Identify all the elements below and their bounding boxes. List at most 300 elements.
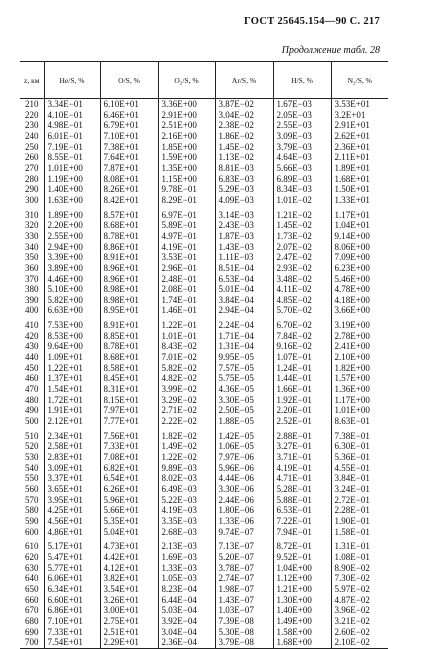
cell-altitude: 240 [25,130,39,141]
cell-he: 2.34E+01 [44,427,100,442]
cell-he: 5.77E+01 [44,563,100,574]
table-row [20,627,388,638]
cell-o2: 2.22E−02 [158,416,215,427]
cell-h: 7.94E−01 [273,527,331,538]
cell-o: 5.35E+01 [100,516,158,527]
cell-h: 5.70E−02 [273,305,331,316]
cell-o: 6.10E+01 [100,99,158,110]
cell-n2: 1.68E+01 [331,174,388,185]
cell-altitude: 280 [25,173,39,184]
cell-altitude: 270 [25,162,39,173]
cell-h: 2.88E−01 [273,427,331,442]
cell-o2: 8.29E−01 [158,195,215,206]
table-row [20,384,388,395]
cell-altitude: 320 [25,220,39,231]
cell-o: 8.15E+01 [100,395,158,406]
cell-n2: 4.78E+00 [331,284,388,295]
cell-o: 2.75E+01 [100,616,158,627]
cell-altitude: 500 [25,416,39,427]
cell-n2: 4.55E−01 [331,463,388,474]
cell-altitude: 590 [25,515,39,526]
table-row [20,220,388,231]
table-row [20,142,388,153]
cell-o2: 2.71E−02 [158,405,215,416]
cell-o: 8.98E+01 [100,284,158,295]
cell-altitude: 230 [25,120,39,131]
cell-altitude: 350 [25,252,39,263]
cell-h: 4.85E−02 [273,295,331,306]
cell-he: 5.82E+00 [44,295,100,306]
cell-ar: 1.06E−05 [215,441,273,452]
cell-altitude: 620 [25,551,39,562]
cell-o: 8.68E+01 [100,220,158,231]
cell-o: 5.04E+01 [100,527,158,538]
cell-h: 8.34E−03 [273,184,331,195]
cell-ar: 1.11E−03 [215,252,273,263]
cell-n2: 4.87E−02 [331,595,388,606]
table-row [20,495,388,506]
cell-o: 5.96E+01 [100,495,158,506]
cell-o: 8.26E+01 [100,184,158,195]
cell-ar: 4.36E−05 [215,384,273,395]
cell-o: 8.08E+01 [100,174,158,185]
cell-o2: 1.15E+00 [158,174,215,185]
cell-o2: 2.08E−01 [158,284,215,295]
cell-n2: 6.23E+00 [331,263,388,274]
cell-o: 6.79E+01 [100,120,158,131]
cell-o2: 9.89E−03 [158,463,215,474]
cell-o: 7.10E+01 [100,131,158,142]
cell-h: 7.22E−01 [273,516,331,527]
cell-ar: 9.95E−05 [215,352,273,363]
cell-ar: 6.53E−04 [215,274,273,285]
cell-ar: 6.83E−03 [215,174,273,185]
cell-h: 6.53E−01 [273,505,331,516]
cell-h: 3.71E−01 [273,452,331,463]
cell-o2: 4.97E−01 [158,231,215,242]
cell-he: 4.25E+01 [44,505,100,516]
column-header-o: O/S, % [100,62,158,99]
cell-altitude: 630 [25,562,39,573]
table-row [20,284,388,295]
cell-he: 2.94E+00 [44,242,100,253]
cell-ar: 1.80E−06 [215,505,273,516]
cell-ar: 7.57E−05 [215,363,273,374]
cell-o: 8.91E+01 [100,316,158,331]
cell-altitude: 610 [25,541,39,552]
cell-n2: 3.2E+01 [331,110,388,121]
cell-ar: 7.13E−07 [215,537,273,552]
cell-h: 4.11E−02 [273,284,331,295]
cell-he: 1.40E+00 [44,184,100,195]
cell-ar: 4.09E−03 [215,195,273,206]
cell-o2: 1.74E−01 [158,295,215,306]
table-row [20,131,388,142]
cell-altitude: 530 [25,452,39,462]
cell-ar: 8.51E−04 [215,263,273,274]
cell-he: 1.22E+01 [44,363,100,374]
cell-o: 3.54E+01 [100,584,158,595]
cell-he: 7.54E+01 [44,637,100,648]
cell-h: 1.66E−01 [273,384,331,395]
cell-o: 7.97E+01 [100,405,158,416]
cell-n2: 8.90E−02 [331,563,388,574]
table-row [20,484,388,495]
cell-ar: 1.31E−04 [215,341,273,352]
cell-he: 3.37E+01 [44,473,100,484]
cell-o: 8.57E+01 [100,206,158,221]
cell-h: 2.07E−02 [273,242,331,253]
cell-he: 8.55E−01 [44,152,100,163]
table-row [20,206,388,221]
cell-altitude: 430 [25,341,39,352]
cell-altitude: 290 [25,184,39,195]
column-header-h: H/S, % [273,62,331,99]
cell-altitude: 330 [25,230,39,241]
cell-he: 5.10E+00 [44,284,100,295]
cell-altitude: 450 [25,362,39,373]
cell-o: 8.96E+01 [100,263,158,274]
cell-ar: 2.24E−04 [215,316,273,331]
cell-altitude: 700 [20,637,44,648]
cell-he: 1.91E+01 [44,405,100,416]
cell-o: 6.54E+01 [100,473,158,484]
cell-ar: 2.74E−07 [215,573,273,584]
cell-h: 6.89E−03 [273,174,331,185]
table-row [20,363,388,374]
cell-he: 3.39E+00 [44,252,100,263]
cell-o: 8.58E+01 [100,363,158,374]
cell-o2: 1.35E+00 [158,163,215,174]
cell-o: 8.42E+01 [100,195,158,206]
cell-n2: 4.18E+00 [331,295,388,306]
table-continuation-caption: Продолжение табл. 28 [281,45,380,56]
column-header-he: He/S, % [44,62,100,99]
cell-he: 7.10E+01 [44,616,100,627]
cell-h: 1.40E+00 [273,605,331,616]
cell-o: 8.78E+01 [100,231,158,242]
cell-h: 2.55E−03 [273,120,331,131]
cell-o2: 2.68E−03 [158,527,215,538]
cell-o2: 3.99E−02 [158,384,215,395]
cell-o: 7.64E+01 [100,152,158,163]
cell-o: 4.12E+01 [100,563,158,574]
cell-h: 9.52E−01 [273,552,331,563]
cell-altitude: 370 [25,273,39,284]
table-row [20,605,388,616]
cell-he: 1.63E+00 [44,195,100,206]
cell-o: 8.86E+01 [100,242,158,253]
table-header-row [20,62,388,99]
cell-h: 2.20E−01 [273,405,331,416]
cell-n2: 2.36E+01 [331,142,388,153]
cell-o2: 2.16E+00 [158,131,215,142]
cell-o2: 1.05E−03 [158,573,215,584]
cell-altitude: 550 [25,473,39,484]
cell-ar: 5.20E−07 [215,552,273,563]
cell-o: 6.46E+01 [100,110,158,121]
cell-he: 1.72E+01 [44,395,100,406]
cell-n2: 1.90E−01 [331,516,388,527]
cell-o2: 3.04E−04 [158,627,215,638]
cell-altitude: 510 [25,430,39,441]
table-row [20,516,388,527]
cell-he: 2.12E+01 [44,416,100,427]
column-header-ar: Ar/S, % [215,62,273,99]
cell-n2: 7.38E−01 [331,427,388,442]
cell-h: 3.09E−03 [273,131,331,142]
cell-o: 6.82E+01 [100,463,158,474]
table-row [20,637,388,648]
table-row [20,242,388,253]
cell-h: 7.84E−02 [273,331,331,342]
cell-o2: 9.78E−01 [158,184,215,195]
cell-he: 4.98E−01 [44,120,100,131]
cell-o: 3.26E+01 [100,595,158,606]
table-row [20,552,388,563]
cell-o2: 6.49E−03 [158,484,215,495]
cell-n2: 1.89E+01 [331,163,388,174]
cell-o: 4.73E+01 [100,537,158,552]
cell-ar: 1.86E−02 [215,131,273,142]
cell-altitude: 410 [25,320,39,331]
table-row [20,416,388,427]
cell-he: 6.63E+00 [44,305,100,316]
cell-o2: 8.43E−02 [158,341,215,352]
cell-altitude: 300 [25,194,39,205]
cell-altitude: 260 [25,152,39,163]
cell-o2: 6.97E−01 [158,206,215,221]
cell-o: 7.77E+01 [100,416,158,427]
cell-ar: 5.30E−08 [215,627,273,638]
cell-altitude: 680 [25,615,39,626]
cell-ar: 7.39E−08 [215,616,273,627]
cell-ar: 3.14E−03 [215,206,273,221]
cell-altitude: 490 [25,405,39,416]
cell-h: 1.49E+00 [273,616,331,627]
cell-n2: 2.10E+00 [331,352,388,363]
table-row [20,616,388,627]
page-header: ГОСТ 25645.154—90 С. 217 [244,16,380,27]
cell-o2: 4.19E−01 [158,242,215,253]
cell-ar: 5.01E−04 [215,284,273,295]
cell-he: 4.56E+01 [44,516,100,527]
table-row [20,305,388,316]
cell-h: 1.01E−02 [273,195,331,206]
cell-o2: 2.51E+00 [158,120,215,131]
cell-he: 7.19E−01 [44,142,100,153]
table-row [20,120,388,131]
table-row [20,505,388,516]
cell-he: 1.09E+01 [44,352,100,363]
cell-he: 3.95E+01 [44,495,100,506]
cell-n2: 1.17E+01 [331,206,388,221]
cell-h: 4.64E−03 [273,152,331,163]
cell-n2: 1.36E+00 [331,384,388,395]
cell-ar: 3.79E−08 [215,637,273,648]
cell-h: 3.79E−03 [273,142,331,153]
cell-altitude: 420 [25,330,39,341]
cell-n2: 3.66E+00 [331,305,388,316]
cell-o: 2.29E+01 [100,637,158,648]
cell-he: 3.89E+00 [44,263,100,274]
cell-he: 4.86E+01 [44,527,100,538]
cell-altitude: 310 [25,209,39,220]
table-row [20,263,388,274]
cell-ar: 1.43E−07 [215,595,273,606]
table-row [20,395,388,406]
cell-o: 8.98E+01 [100,295,158,306]
cell-n2: 5.97E−02 [331,584,388,595]
cell-altitude: 360 [25,262,39,273]
cell-n2: 1.08E−01 [331,552,388,563]
cell-h: 5.28E−01 [273,484,331,495]
cell-h: 5.88E−01 [273,495,331,506]
cell-ar: 7.97E−06 [215,452,273,463]
cell-ar: 5.96E−06 [215,463,273,474]
cell-n2: 2.28E−01 [331,505,388,516]
cell-o: 8.68E+01 [100,352,158,363]
cell-o2: 1.22E−02 [158,452,215,463]
cell-n2: 3.24E−01 [331,484,388,495]
table-row [20,473,388,484]
cell-altitude: 650 [25,583,39,594]
cell-altitude: 250 [25,141,39,152]
cell-he: 9.64E+00 [44,341,100,352]
cell-he: 2.20E+00 [44,220,100,231]
cell-o2: 1.85E+00 [158,142,215,153]
table-row [20,152,388,163]
cell-n2: 5.46E+00 [331,274,388,285]
cell-o: 6.26E+01 [100,484,158,495]
cell-he: 1.54E+01 [44,384,100,395]
cell-ar: 3.04E−02 [215,110,273,121]
table-body [20,99,388,649]
cell-h: 1.73E−02 [273,231,331,242]
cell-o: 4.42E+01 [100,552,158,563]
cell-h: 4.71E−01 [273,473,331,484]
cell-altitude: 640 [25,573,39,584]
cell-altitude: 210 [25,99,39,109]
cell-o2: 2.13E−03 [158,537,215,552]
cell-o: 8.45E+01 [100,373,158,384]
cell-o: 5.66E+01 [100,505,158,516]
cell-ar: 2.94E−04 [215,305,273,316]
cell-n2: 1.33E+01 [331,195,388,206]
cell-ar: 8.81E−03 [215,163,273,174]
cell-ar: 1.87E−03 [215,231,273,242]
cell-he: 6.86E+01 [44,605,100,616]
cell-n2: 2.78E+00 [331,331,388,342]
cell-o2: 4.19E−03 [158,505,215,516]
cell-altitude: 580 [25,505,39,516]
cell-altitude: 570 [25,494,39,505]
table-row [20,441,388,452]
cell-ar: 9.74E−07 [215,527,273,538]
cell-n2: 3.96E−02 [331,605,388,616]
cell-altitude: 560 [25,483,39,494]
cell-h: 1.67E−03 [273,99,331,110]
cell-h: 2.47E−02 [273,252,331,263]
cell-o: 2.51E+01 [100,627,158,638]
cell-o2: 1.69E−03 [158,552,215,563]
cell-he: 1.89E+00 [44,206,100,221]
cell-o: 3.00E+01 [100,605,158,616]
cell-o2: 3.53E−01 [158,252,215,263]
cell-ar: 3.87E−02 [215,99,273,110]
cell-h: 4.19E−01 [273,463,331,474]
cell-o2: 2.36E−04 [158,637,215,648]
cell-altitude: 380 [25,284,39,295]
cell-he: 3.09E+01 [44,463,100,474]
table-row [20,463,388,474]
data-table [20,61,388,649]
cell-o: 8.91E+01 [100,252,158,263]
cell-ar: 2.44E−06 [215,495,273,506]
cell-he: 6.06E+01 [44,573,100,584]
cell-ar: 1.45E−02 [215,142,273,153]
cell-n2: 1.58E−01 [331,527,388,538]
cell-o2: 8.23E−04 [158,584,215,595]
cell-altitude: 340 [25,241,39,252]
cell-o2: 1.33E−03 [158,563,215,574]
cell-o2: 1.82E−02 [158,427,215,442]
cell-ar: 2.38E−02 [215,120,273,131]
cell-o2: 3.29E−02 [158,395,215,406]
cell-h: 1.07E−01 [273,352,331,363]
cell-altitude: 660 [25,594,39,605]
cell-ar: 5.75E−05 [215,373,273,384]
cell-he: 7.53E+00 [44,316,100,331]
cell-o2: 1.46E−01 [158,305,215,316]
cell-o: 8.96E+01 [100,274,158,285]
cell-n2: 8.63E−01 [331,416,388,427]
table-row [20,341,388,352]
cell-altitude: 220 [25,109,39,120]
cell-he: 3.34E−01 [44,99,100,110]
table-row [20,527,388,538]
cell-ar: 5.29E−03 [215,184,273,195]
cell-he: 2.83E+01 [44,452,100,463]
cell-he: 1.19E+00 [44,174,100,185]
cell-h: 1.30E+00 [273,595,331,606]
table-row [20,573,388,584]
cell-he: 3.65E+01 [44,484,100,495]
cell-altitude: 600 [25,526,39,537]
cell-h: 1.45E−02 [273,220,331,231]
cell-o2: 1.22E−01 [158,316,215,331]
column-header-n2: N₂/S, % [331,62,388,99]
cell-n2: 1.17E+00 [331,395,388,406]
cell-altitude: 540 [25,462,39,473]
table-row [20,110,388,121]
cell-n2: 2.60E−02 [331,627,388,638]
table-row [20,427,388,442]
cell-ar: 2.43E−03 [215,220,273,231]
column-header-altitude: z, км [20,62,44,99]
cell-altitude: 400 [25,305,39,316]
cell-h: 1.04E+00 [273,563,331,574]
table-row [20,331,388,342]
table-row [20,252,388,263]
cell-ar: 1.13E−02 [215,152,273,163]
cell-o: 3.82E+01 [100,573,158,584]
cell-h: 1.24E−01 [273,363,331,374]
table-row [20,174,388,185]
cell-n2: 2.41E+00 [331,341,388,352]
cell-o: 8.31E+01 [100,384,158,395]
table-row [20,595,388,606]
